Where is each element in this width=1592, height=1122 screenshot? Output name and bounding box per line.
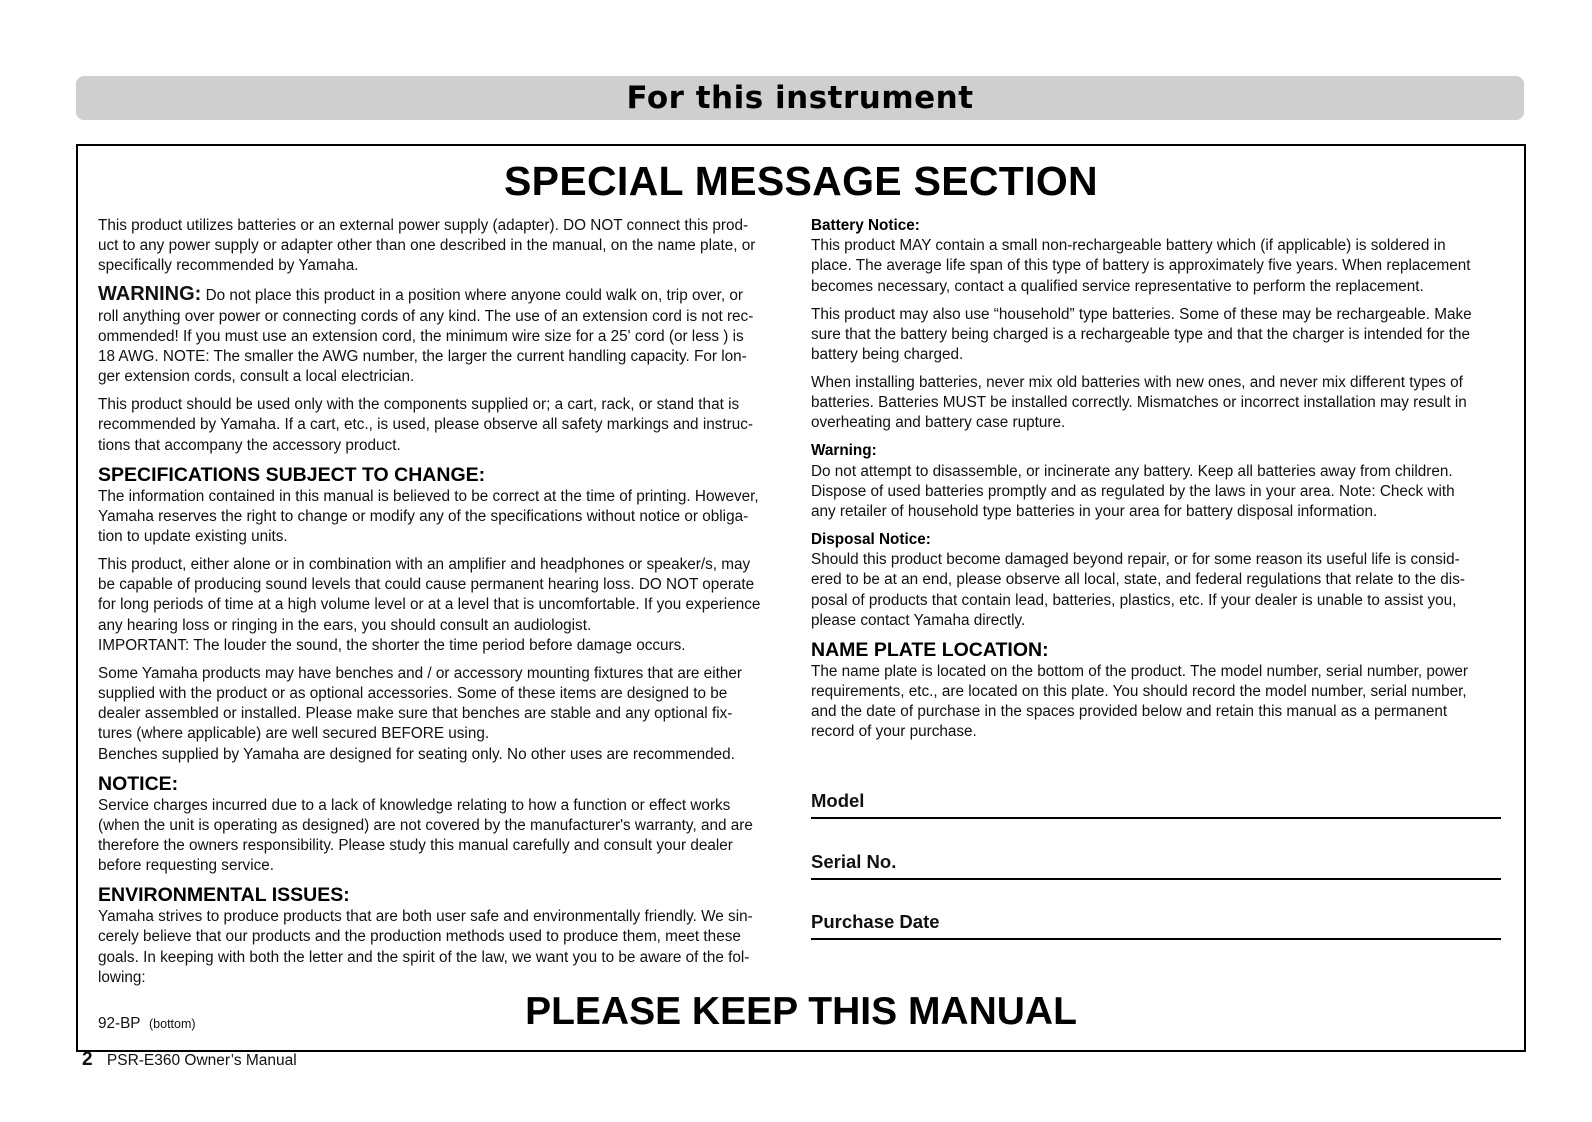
text-line: (when the unit is operating as designed) are not covered by the manufacturer's warranty, and are [98, 816, 753, 834]
text-line: The information contained in this manual is believed to be correct at the time of printing. However, [98, 487, 759, 505]
disposal-paragraph [811, 550, 1501, 631]
text-line: please contact Yamaha directly. [811, 611, 1026, 629]
hearing-paragraph [98, 555, 788, 656]
specifications-heading: SPECIFICATIONS SUBJECT TO CHANGE: [98, 463, 486, 486]
text-line: batteries. Batteries MUST be installed correctly. Mismatches or incorrect installation may result in [811, 394, 1467, 412]
text-line: When installing batteries, never mix old batteries with new ones, and never mix different types of [811, 374, 1463, 392]
components-paragraph [98, 395, 788, 456]
text-line: This product may also use “household” type batteries. Some of these may be rechargeable. Make [811, 305, 1472, 323]
text-line: sure that the battery being charged is a rechargeable type and that the charger is intended for the [811, 325, 1471, 343]
page-number: 2 [82, 1049, 93, 1070]
installing-paragraph [811, 373, 1501, 434]
text-line: tures (where applicable) are well secured BEFORE using. [98, 725, 490, 743]
household-paragraph [811, 305, 1501, 366]
text-line: for long periods of time at a high volume level or at a level that is uncomfortable. If you experience [98, 596, 761, 614]
name-plate-paragraph [811, 662, 1501, 743]
environmental-heading: ENVIRONMENTAL ISSUES: [98, 884, 350, 907]
model-field[interactable] [811, 790, 1501, 819]
serial-label: Serial No. [811, 851, 897, 872]
code-main: 92-BP [98, 1015, 141, 1032]
text-line: This product utilizes batteries or an external power supply (adapter). DO NOT connect this prod- [98, 217, 749, 234]
notice-paragraph [98, 796, 788, 877]
text-line: Dispose of used batteries promptly and as regulated by the laws in your area. Note: Check with [811, 482, 1455, 500]
text-line: This product should be used only with the components supplied or; a cart, rack, or stand that is [98, 396, 740, 414]
text-line: uct to any power supply or adapter other than one described in the manual, on the name plate, or [98, 237, 756, 255]
text-line: dealer assembled or installed. Please make sure that benches are stable and any optional fix- [98, 705, 733, 723]
text-line: 18 AWG. NOTE: The smaller the AWG number, the larger the current handling capacity. For lon- [98, 348, 747, 366]
warning-paragraph [98, 284, 788, 387]
text-line: ommended! If you must use an extension cord, the minimum wire size for a 25' cord (or less ) is [98, 327, 744, 345]
text-line: place. The average life span of this type of battery is approximately five years. When replacement [811, 257, 1471, 275]
benches-paragraph [98, 664, 788, 765]
warning-heading: WARNING: [98, 283, 202, 306]
special-message-box [76, 144, 1526, 1052]
text-line: battery being charged. [811, 346, 964, 364]
text-line: ered to be at an end, please observe all local, state, and federal regulations that relate to the dis- [811, 571, 1465, 589]
text-line: before requesting service. [98, 857, 275, 875]
text-line: overheating and battery case rupture. [811, 414, 1066, 432]
text-line: any hearing loss or ringing in the ears, you should consult an audiologist. [98, 616, 592, 634]
text-line: be capable of producing sound levels that could cause permanent hearing loss. DO NOT operate [98, 576, 755, 594]
power-supply-paragraph [98, 216, 788, 277]
text-line: goals. In keeping with both the letter and the spirit of the law, we want you to be aware of the fol- [98, 948, 750, 966]
text-line: tion to update existing units. [98, 528, 288, 546]
keep-manual-banner: PLEASE KEEP THIS MANUAL [525, 990, 1077, 1033]
purchase-date-label: Purchase Date [811, 911, 940, 932]
text-line: ger extension cords, consult a local electrician. [98, 368, 415, 386]
purchase-date-field[interactable] [811, 911, 1501, 940]
text-line: posal of products that contain lead, batteries, plastics, etc. If your dealer is unable to assist you, [811, 591, 1457, 609]
text-line: This product MAY contain a small non-rechargeable battery which (if applicable) is soldered in [811, 237, 1446, 255]
text-line: roll anything over power or connecting cords of any kind. The use of an extension cord is not rec- [98, 307, 754, 325]
text-line: specifically recommended by Yamaha. [98, 257, 359, 275]
right-column [811, 216, 1501, 750]
text-line [98, 284, 788, 306]
battery-warning-paragraph [811, 462, 1501, 523]
text-line: and the date of purchase in the spaces provided below and retain this manual as a permanent [811, 703, 1448, 721]
text-line: recommended by Yamaha. If a cart, etc., is used, please observe all safety markings and instruc- [98, 416, 753, 434]
text-line: requirements, etc., are located on this plate. You should record the model number, serial number, [811, 683, 1467, 701]
warning-heading: Warning: [811, 442, 877, 460]
text-line: cerely believe that our products and the production methods used to produce them, meet these [98, 928, 741, 946]
name-plate-heading: NAME PLATE LOCATION: [811, 638, 1049, 661]
text-line: any retailer of household type batteries in your area for battery disposal information. [811, 503, 1378, 521]
text-line: Yamaha strives to produce products that are both user safe and environmentally friendly. We sin- [98, 908, 753, 926]
text-line: Some Yamaha products may have benches and / or accessory mounting fixtures that are either [98, 664, 742, 682]
warning-first-line: Do not place this product in a position where anyone could walk on, trip over, or [201, 287, 743, 305]
page-footer [82, 1049, 297, 1071]
specifications-paragraph [98, 487, 788, 548]
text-line: Should this product become damaged beyond repair, or for some reason its useful life is consid- [811, 551, 1460, 569]
banner-title: For this instrument [626, 80, 974, 116]
text-line: This product, either alone or in combination with an amplifier and headphones or speaker/s, may [98, 556, 751, 574]
code-sub: (bottom) [149, 1017, 196, 1031]
section-banner [76, 76, 1524, 120]
model-label: Model [811, 790, 865, 811]
text-line: lowing: [98, 968, 146, 986]
text-line: becomes necessary, contact a qualified service representative to perform the replacement. [811, 277, 1424, 295]
page-title: SPECIAL MESSAGE SECTION [504, 158, 1098, 204]
text-line: Do not attempt to disassemble, or incinerate any battery. Keep all batteries away from children. [811, 462, 1453, 480]
left-column [98, 216, 788, 996]
text-line: record of your purchase. [811, 723, 977, 741]
text-line: Yamaha reserves the right to change or modify any of the specifications without notice or obliga- [98, 507, 749, 525]
text-line: IMPORTANT: The louder the sound, the shorter the time period before damage occurs. [98, 636, 686, 654]
battery-notice-heading: Battery Notice: [811, 217, 920, 234]
text-line: The name plate is located on the bottom of the product. The model number, serial number, power [811, 662, 1469, 680]
text-line: Service charges incurred due to a lack of knowledge relating to how a function or effect works [98, 796, 731, 814]
disposal-notice-heading: Disposal Notice: [811, 531, 931, 549]
text-line: tions that accompany the accessory product. [98, 436, 401, 454]
manual-name: PSR-E360 Owner’s Manual [106, 1052, 297, 1069]
serial-number-field[interactable] [811, 851, 1501, 880]
text-line: therefore the owners responsibility. Please study this manual carefully and consult your dealer [98, 837, 733, 855]
text-line: Benches supplied by Yamaha are designed for seating only. No other uses are recommended. [98, 745, 735, 763]
text-line: supplied with the product or as optional accessories. Some of these items are designed to be [98, 685, 728, 703]
battery-paragraph [811, 236, 1501, 297]
notice-heading: NOTICE: [98, 772, 179, 795]
environmental-paragraph [98, 907, 788, 988]
